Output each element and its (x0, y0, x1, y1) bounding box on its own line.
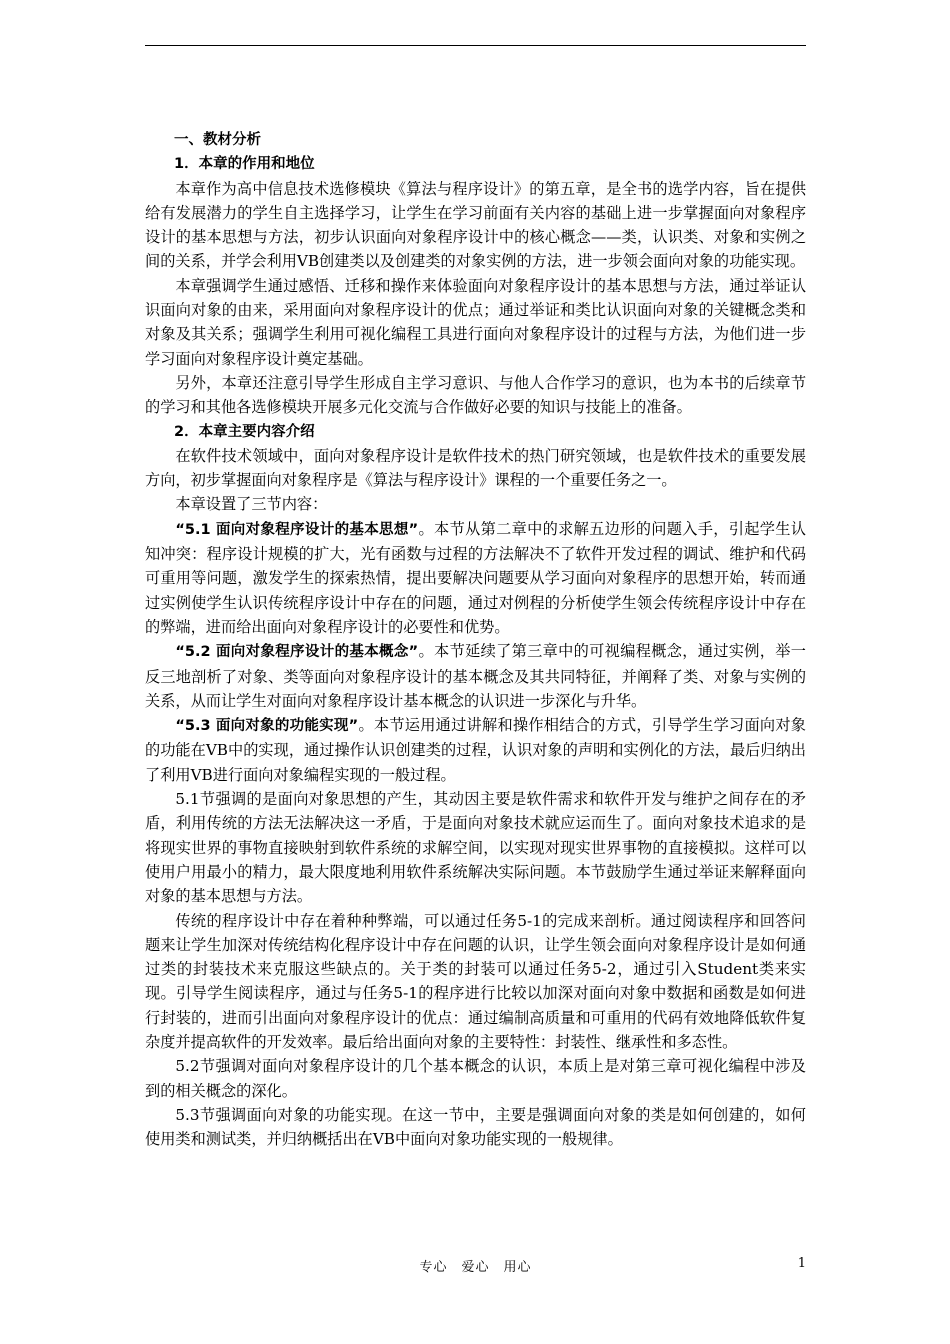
paragraph: 在软件技术领域中，面向对象程序设计是软件技术的热门研究领域，也是软件技术的重要发展方向，初步掌握面向对象程序是《算法与程序设计》课程的一个重要任务之一。 (145, 446, 806, 490)
section-5-1-title: “5.1 面向对象程序设计的基本思想” (175, 521, 419, 538)
paragraph-section-5-1 (145, 517, 806, 639)
paragraph: 本章强调学生通过感悟、迁移和操作来体验面向对象程序设计的基本思想与方法，通过举证认识面向对象的由来，采用面向对象程序设计的优点；通过举证和类比认识面向对象的关键概念类和对象及其关系；强调学生利用可视化编程工具进行面向对象程序设计的过程与方法，为他们进一步学习面向对象程序设计奠定基础。 (145, 276, 806, 368)
section-heading: 一、教材分析 (174, 132, 261, 148)
paragraph: 另外，本章还注意引导学生形成自主学习意识、与他人合作学习的意识，也为本书的后续章节的学习和其他各选修模块开展多元化交流与合作做好必要的知识与技能上的准备。 (145, 373, 806, 417)
section-5-2-text: 。本节延续了第三章中的可视编程概念，通过实例，举一反三地剖析了对象、类等面向对象程序设计的基本概念及其共同特征，并阐释了类、对象与实例的关系，从而让学生对面向对象程序设计基本概念的认识进一步深化与升华。 (145, 642, 806, 710)
paragraph: 5.3节强调面向对象的功能实现。在这一节中，主要是强调面向对象的类是如何创建的，如何使用类和测试类，并归纳概括出在VB中面向对象功能实现的一般规律。 (145, 1105, 806, 1149)
paragraph: 本章作为高中信息技术选修模块《算法与程序设计》的第五章，是全书的选学内容，旨在提供给有发展潜力的学生自主选择学习，让学生在学习前面有关内容的基础上进一步掌握面向对象程序设计的基本思想与方法，初步认识面向对象程序设计中的核心概念——类，认识类、对象和实例之间的关系，并学会利用VB创建类以及创建类的对象实例的方法，进一步领会面向对象的功能实现。 (145, 179, 806, 271)
paragraph-section-5-3 (145, 713, 806, 787)
paragraph: 5.1节强调的是面向对象思想的产生，其动因主要是软件需求和软件开发与维护之间存在的矛盾，利用传统的方法无法解决这一矛盾，于是面向对象技术就应运而生了。面向对象技术追求的是将现实世界的事物直接映射到软件系统的求解空间，以实现对现实世界事物的直接模拟。这样可以使用户用最小的精力，最大限度地利用软件系统解决实际问题。本节鼓励学生通过举证来解释面向对象的基本思想与方法。 (145, 790, 806, 906)
subsection-heading-content: 2．本章主要内容介绍 (174, 423, 315, 440)
section-5-3-text: 。本节运用通过讲解和操作相结合的方式，引导学生学习面向对象的功能在VB中的实现，通过操作认识创建类的过程，认识对象的声明和实例化的方法，最后归纳出了利用VB进行面向对象编程实现的一般过程。 (145, 716, 806, 784)
section-5-2-title: “5.2 面向对象程序设计的基本概念” (175, 644, 419, 661)
section-5-3-title: “5.3 面向对象的功能实现” (175, 718, 359, 735)
footer-motto: 专心 爱心 用心 (419, 1260, 532, 1275)
subsection-heading-role: 1．本章的作用和地位 (174, 156, 315, 173)
section-5-1-text: 。本节从第二章中的求解五边形的问题入手，引起学生认知冲突：程序设计规模的扩大，光有函数与过程的方法解决不了软件开发过程的调试、维护和代码可重用等问题，激发学生的探索热情，提出要解决问题要从学习面向对象程序的思想开始，转而通过实例使学生认识传统程序设计中存在的问题，通过对例程的分析使学生领会传统程序设计中存在的弊端，进而给出面向对象程序设计的必要性和优势。 (145, 519, 806, 636)
paragraph: 本章设置了三节内容： (175, 495, 328, 514)
paragraph-section-5-2 (145, 639, 806, 713)
document-body (145, 128, 806, 1151)
paragraph: 传统的程序设计中存在着种种弊端，可以通过任务5-1的完成来剖析。通过阅读程序和回答问题来让学生加深对传统结构化程序设计中存在问题的认识，让学生领会面向对象程序设计是如何通过类的封装技术来克服这些缺点的。关于类的封装可以通过任务5-2，通过引入Student类来实现。引导学生阅读程序，通过与任务5-1的程序进行比较以加深对面向对象中数据和函数是如何进行封装的，进而引出面向对象程序设计的优点：通过编制高质量和可重用的代码有效地降低软件复杂度并提高软件的开发效率。最后给出面向对象的主要特性：封装性、继承性和多态性。 (145, 911, 806, 1051)
header-rule (145, 45, 806, 46)
paragraph: 5.2节强调对面向对象程序设计的几个基本概念的认识，本质上是对第三章可视化编程中涉及到的相关概念的深化。 (145, 1057, 806, 1100)
page-number: 1 (797, 1256, 806, 1271)
